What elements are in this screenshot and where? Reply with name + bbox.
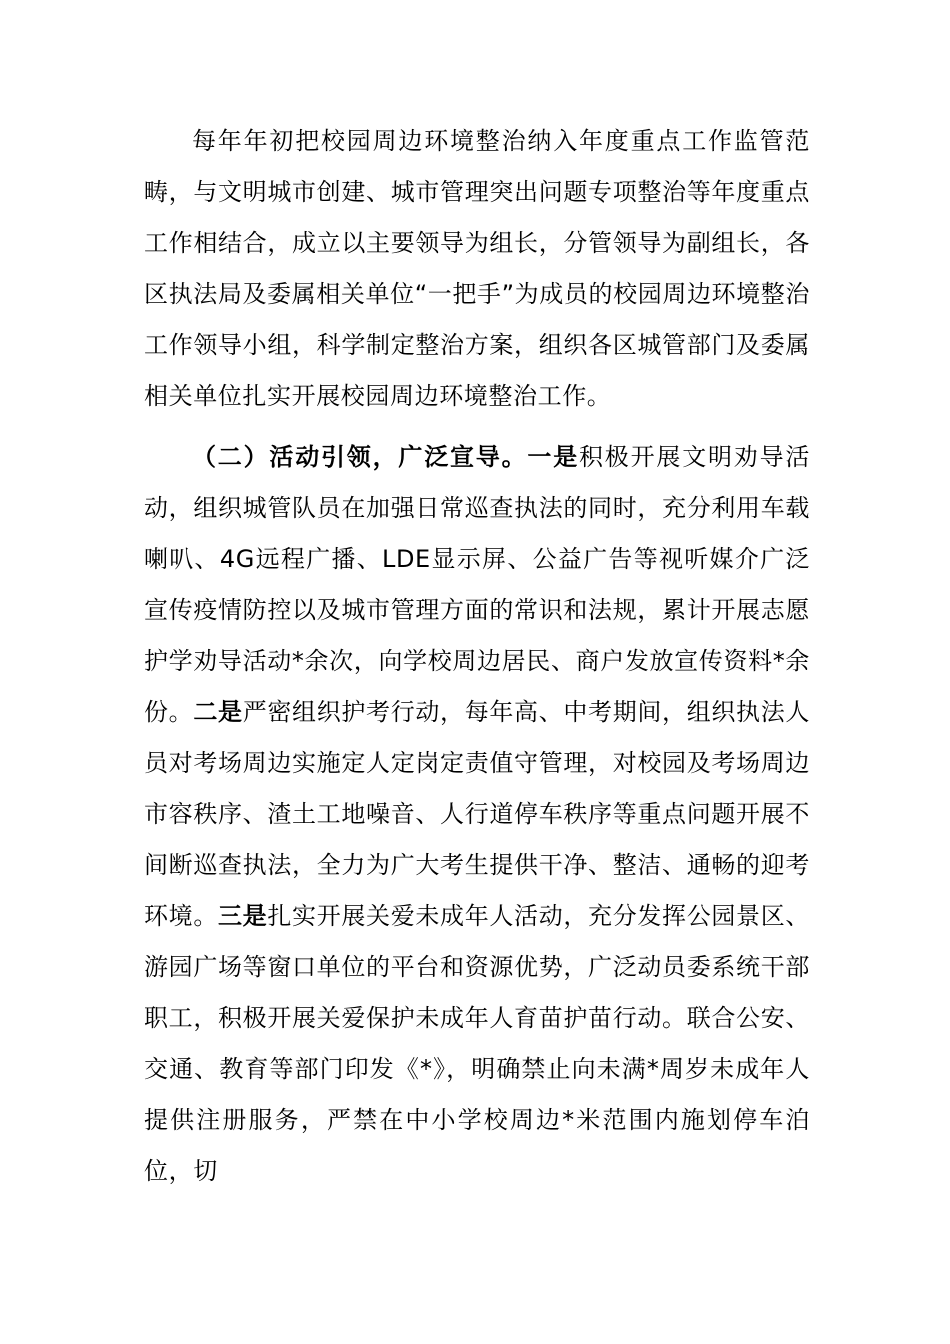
point-three-lead: 三是 bbox=[218, 902, 268, 930]
point-two-text: 严密组织护考行动，每年高、中考期间，组织执法人员对考场周边实施定人定岗定责值守管理，对校园及考场周边市容秩序、渣土工地噪音、人行道停车秩序等重点问题开展不间断巡查执法，全力为广大考生提供干净、整洁、通畅的迎考环境。 bbox=[144, 698, 810, 930]
point-three-text: 扎实开展关爱未成年人活动，充分发挥公园景区、游园广场等窗口单位的平台和资源优势，广泛动员委系统干部职工，积极开展关爱保护未成年人育苗护苗行动。联合公安、交通、教育等部门印发《*》，明确禁止向未满*周岁未成年人提供注册服务，严禁在中小学校周边*米范围内施划停车泊位，切 bbox=[144, 902, 810, 1185]
point-two-lead: 二是 bbox=[193, 698, 243, 726]
point-one-text: 积极开展文明劝导活动，组织城管队员在加强日常巡查执法的同时，充分利用车载喇叭、4G远程广播、LDE显示屏、公益广告等视听媒介广泛宣传疫情防控以及城市管理方面的常识和法规，累计开展志愿护学劝导活动*余次，向学校周边居民、商户发放宣传资料*余份。 bbox=[144, 443, 810, 726]
paragraph-1-text: 每年年初把校园周边环境整治纳入年度重点工作监管范畴，与文明城市创建、城市管理突出问题专项整治等年度重点工作相结合，成立以主要领导为组长，分管领导为副组长，各区执法局及委属相关单位“一把手”为成员的校园周边环境整治工作领导小组，科学制定整治方案，组织各区城管部门及委属相关单位扎实开展校园周边环境整治工作。 bbox=[144, 127, 810, 410]
paragraph-activity-guidance bbox=[144, 432, 810, 1197]
paragraph-school-environment-oversight bbox=[144, 116, 810, 422]
point-one-lead: 一是 bbox=[527, 443, 579, 471]
section-heading: （二）活动引领，广泛宣导。 bbox=[192, 443, 528, 471]
